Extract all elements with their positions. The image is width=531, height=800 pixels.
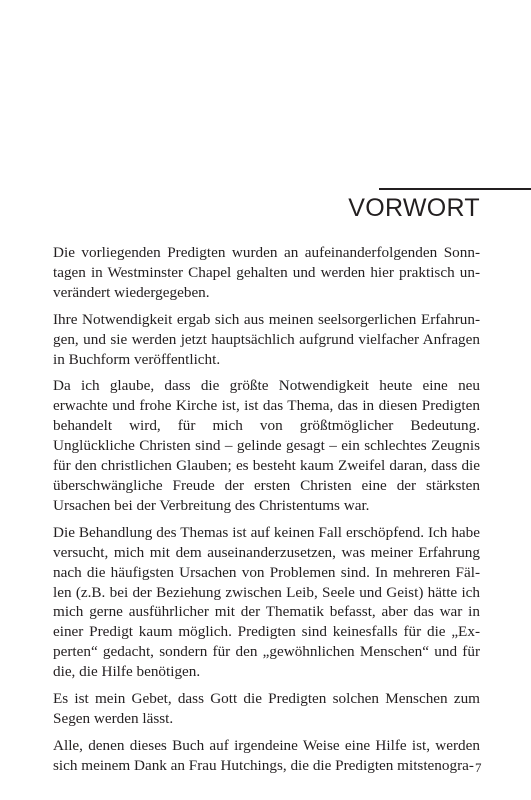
body-text <box>53 243 480 783</box>
paragraph: Da ich glaube, dass die größte Notwendigkeit heute eine neu erwachte und frohe Kirche ist, ist das Thema, das in diesen Predigten behandelt wird, für mich von größtmöglicher Bedeutung. Unglückliche Christen sind – gelinde gesagt – ein schlechtes Zeugnis für den christlichen Glauben; es besteht kaum Zweifel daran, dass die überschwängliche Freude der ersten Christen eine der stärksten Ursachen bei der Verbreitung des Christentums war. <box>53 377 480 514</box>
paragraph: Es ist mein Gebet, dass Gott die Predigten solchen Menschen zum Segen werden lässt. <box>53 690 480 727</box>
paragraph: Die Behandlung des Themas ist auf keinen Fall erschöpfend. Ich habe versucht, mich mit dem auseinanderzusetzen, was meiner Erfahrung nach die häufigsten Ursachen von Problemen sind. In mehreren Fällen (z.B. bei der Beziehung zwischen Leib, Seele und Geist) hätte ich mich gerne ausführlicher mit der Thematik befasst, aber das war in einer Predigt kaum möglich. Predigten sind keinesfalls für die „Experten“ gedacht, sondern für den „gewöhnlichen Menschen“ und für die, die Hilfe benötigen. <box>53 523 480 681</box>
paragraph: Ihre Notwendigkeit ergab sich aus meinen seelsorgerlichen Erfahrungen, und sie werden jetzt hauptsächlich aufgrund vielfacher Anfragen in Buchform veröffentlicht. <box>53 310 480 368</box>
chapter-heading: VORWORT <box>348 194 480 222</box>
page-number: 7 <box>475 760 482 775</box>
paragraph: Alle, denen dieses Buch auf irgendeine Weise eine Hilfe ist, werden sich meinem Dank an Frau Hutchings, die die Predigten mitstenogra- <box>53 736 480 774</box>
heading-rule <box>379 188 531 190</box>
paragraph: Die vorliegenden Predigten wurden an aufeinanderfolgenden Sonntagen in Westminster Chapel gehalten und werden hier praktisch unverändert wiedergegeben. <box>53 244 480 301</box>
